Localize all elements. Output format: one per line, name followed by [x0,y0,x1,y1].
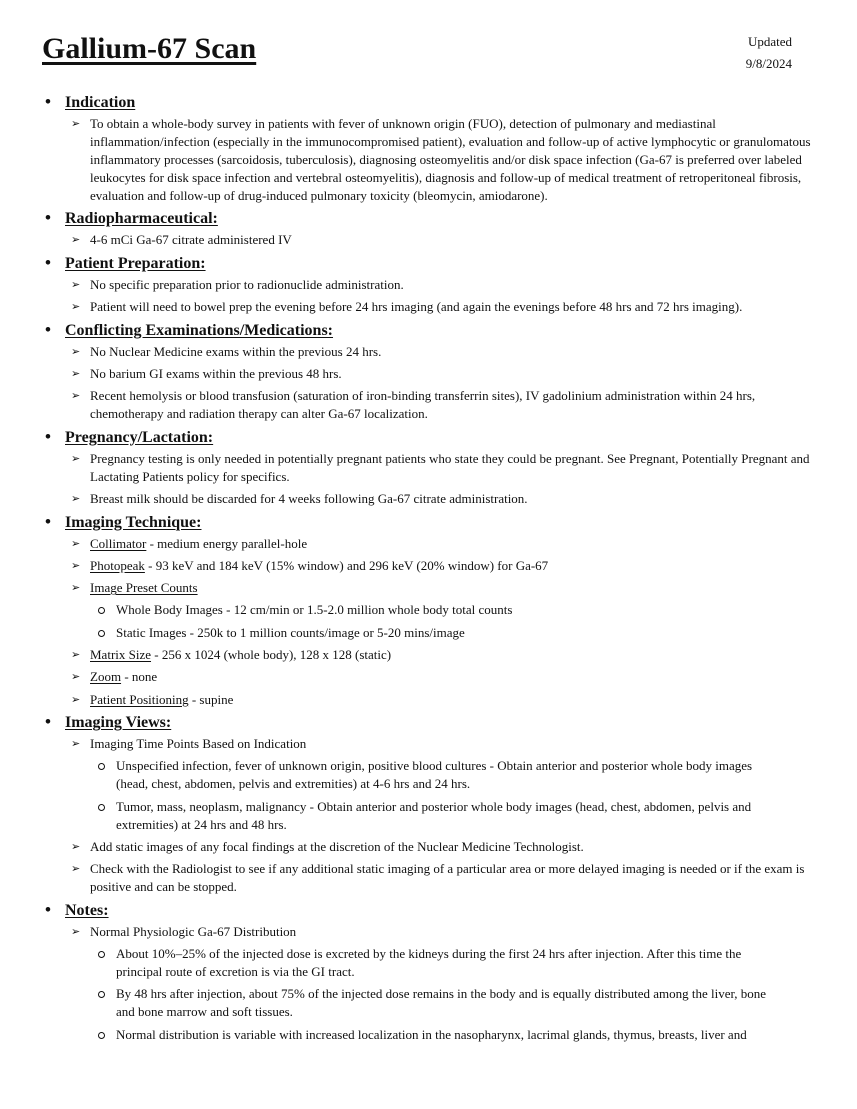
arrow-bullet-icon: ➢ [71,648,81,662]
section-heading: • Imaging Technique: [0,513,857,533]
section-heading: • Imaging Views: [0,713,857,733]
sub-item-text: By 48 hrs after injection, about 75% of the injected dose remains in the body and is equally distributed among the liver, bone and bone marrow and soft tissues. [116,986,767,1020]
circle-bullet-icon [98,804,105,811]
sub-list [90,945,813,1044]
item-text: Add static images of any focal findings at the discretion of the Nuclear Medicine Technologist. [90,839,584,855]
section-heading: • Patient Preparation: [0,254,857,274]
sub-list [90,601,813,641]
item-text: Patient will need to bowel prep the evening before 24 hrs imaging (and again the evenings before 48 hrs and 72 hrs imaging). [90,299,743,315]
item-label: Zoom [90,669,122,685]
list-item [0,557,857,575]
bullet-list [0,535,857,709]
arrow-bullet-icon: ➢ [71,924,81,938]
list-item [0,923,857,1044]
item-text: Recent hemolysis or blood transfusion (saturation of iron-binding transferrin sites), IV gadolinium administration within 24 hrs, chemotherapy and radiation therapy can alter Ga-67 localization. [90,388,756,422]
item-text: No barium GI exams within the previous 48 hrs. [90,365,342,381]
arrow-bullet-icon: ➢ [71,233,81,247]
section-radiopharmaceutical [0,209,857,249]
list-item [0,535,857,553]
section-notes [0,901,857,1044]
item-text: 4-6 mCi Ga-67 citrate administered IV [90,232,292,248]
list-item [0,365,857,383]
arrow-bullet-icon: ➢ [71,737,81,751]
item-label: Collimator [90,535,147,551]
list-item [0,860,857,896]
bullet-list [0,231,857,249]
section-heading: • Conflicting Examinations/Medications: [0,321,857,341]
sub-list [90,757,813,833]
arrow-bullet-icon: ➢ [71,670,81,684]
page-title: Gallium-67 Scan [42,32,257,65]
sub-list-item [0,985,813,1021]
item-text: To obtain a whole-body survey in patients with fever of unknown origin (FUO), detection of pulmonary and mediastinal inflammation/infection (especially in the immunocompromised patient), evaluation and follow-up of active lymphocytic or granulomatous inflammatory processes (sarcoidosis, tuberculosis), diagnosing osteomyelitis and/or disk space infection (Ga-67 is preferred over labeled leukocytes for disk space infection and vertebral osteomyelitis), diagnosis and follow-up of medical treatment of retroperitoneal fibrosis, evaluation and follow-up of drug-induced pulmonary toxicity (bleomycin, amiodarone). [90,116,811,203]
list-item [0,115,857,205]
list-item [0,231,857,249]
arrow-bullet-icon: ➢ [71,451,81,465]
sub-item-text: Whole Body Images - 12 cm/min or 1.5-2.0 million whole body total counts [116,602,513,618]
circle-bullet-icon [98,763,105,770]
item-text: No specific preparation prior to radionuclide administration. [90,276,404,292]
list-item [0,691,857,709]
item-text: No Nuclear Medicine exams within the previous 24 hrs. [90,343,382,359]
list-item [0,646,857,664]
sub-item-text: Unspecified infection, fever of unknown origin, positive blood cultures - Obtain anterior and posterior whole body images (head, chest, abdomen, pelvis and extremities) at 4-6 hrs and 24 hrs. [116,758,753,792]
arrow-bullet-icon: ➢ [71,117,81,130]
bullet-list [0,450,857,508]
item-text: - supine [188,691,234,707]
section-conflicting-examinations-medications [0,321,857,424]
circle-bullet-icon [98,607,105,614]
item-text: - 256 x 1024 (whole body), 128 x 128 (static) [151,647,392,663]
arrow-bullet-icon: ➢ [71,840,81,854]
arrow-bullet-icon: ➢ [71,300,81,314]
bullet-list [0,115,857,205]
arrow-bullet-icon: ➢ [71,692,81,706]
list-item [0,838,857,856]
sub-item-text: About 10%–25% of the injected dose is excreted by the kidneys during the first 24 hrs after injection. After this time the principal route of excretion is via the GI tract. [116,945,742,979]
list-item [0,668,857,686]
sub-item-text: Normal distribution is variable with increased localization in the nasopharynx, lacrimal glands, thymus, breasts, liver and [116,1026,747,1042]
list-item [0,490,857,508]
list-item [0,579,857,641]
sub-list-item [0,945,813,981]
item-text: Normal Physiologic Ga-67 Distribution [90,923,297,939]
list-item [0,343,857,361]
arrow-bullet-icon: ➢ [71,277,81,291]
section-heading: • Notes: [0,901,857,921]
circle-bullet-icon [98,991,105,998]
item-text: Breast milk should be discarded for 4 weeks following Ga-67 citrate administration. [90,491,528,507]
section-patient-preparation [0,254,857,316]
circle-bullet-icon [98,630,105,637]
section-imaging-views [0,713,857,896]
item-label: Patient Positioning [90,691,189,707]
arrow-bullet-icon: ➢ [71,366,81,380]
list-item [0,298,857,316]
section-imaging-technique [0,513,857,709]
arrow-bullet-icon: ➢ [71,862,81,876]
arrow-bullet-icon: ➢ [71,492,81,506]
item-text: Check with the Radiologist to see if any additional static imaging of a particular area or more delayed imaging is needed or if the exam is positive and can be stopped. [90,861,805,895]
section-indication [0,93,857,205]
sub-item-text: Tumor, mass, neoplasm, malignancy - Obtain anterior and posterior whole body images (head, chest, abdomen, pelvis and extremities) at 24 hrs and 48 hrs. [116,798,752,832]
item-text: - medium energy parallel-hole [146,535,308,551]
sub-list-item [0,798,813,834]
circle-bullet-icon [98,1032,105,1039]
item-text: - none [121,669,158,685]
list-item [0,387,857,423]
bullet-list [0,343,857,424]
arrow-bullet-icon: ➢ [71,558,81,572]
arrow-bullet-icon: ➢ [71,389,81,403]
section-heading: • Radiopharmaceutical: [0,209,857,229]
arrow-bullet-icon: ➢ [71,536,81,550]
item-label: Matrix Size [90,647,152,663]
bullet-list [0,923,857,1044]
sub-list-item [0,1026,813,1044]
sub-item-text: Static Images - 250k to 1 million counts/image or 5-20 mins/image [116,624,465,640]
item-label: Photopeak [90,557,145,573]
bullet-list [0,276,857,316]
sections-list [0,92,857,1048]
sub-list-item [0,624,813,642]
updated-stamp [672,31,792,75]
item-text: Pregnancy testing is only needed in potentially pregnant patients who state they could be pregnant. See Pregnant, Potentially Pregnant and Lactating Patients policy for specifics. [90,450,810,484]
circle-bullet-icon [98,951,105,958]
list-item [0,450,857,486]
sub-list-item [0,601,813,619]
list-item [0,276,857,294]
list-item [0,735,857,833]
bullet-list [0,735,857,896]
item-label: Image Preset Counts [90,580,198,596]
updated-label: Updated [747,34,792,49]
arrow-bullet-icon: ➢ [71,344,81,358]
sub-list-item [0,757,813,793]
section-heading: • Pregnancy/Lactation: [0,428,857,448]
item-text: - 93 keV and 184 keV (15% window) and 296 keV (20% window) for Ga-67 [144,557,549,573]
arrow-bullet-icon: ➢ [71,581,81,595]
section-pregnancy-lactation [0,428,857,508]
updated-date: 9/8/2024 [745,56,792,71]
item-text: Imaging Time Points Based on Indication [90,736,307,752]
section-heading: • Indication [0,93,857,113]
